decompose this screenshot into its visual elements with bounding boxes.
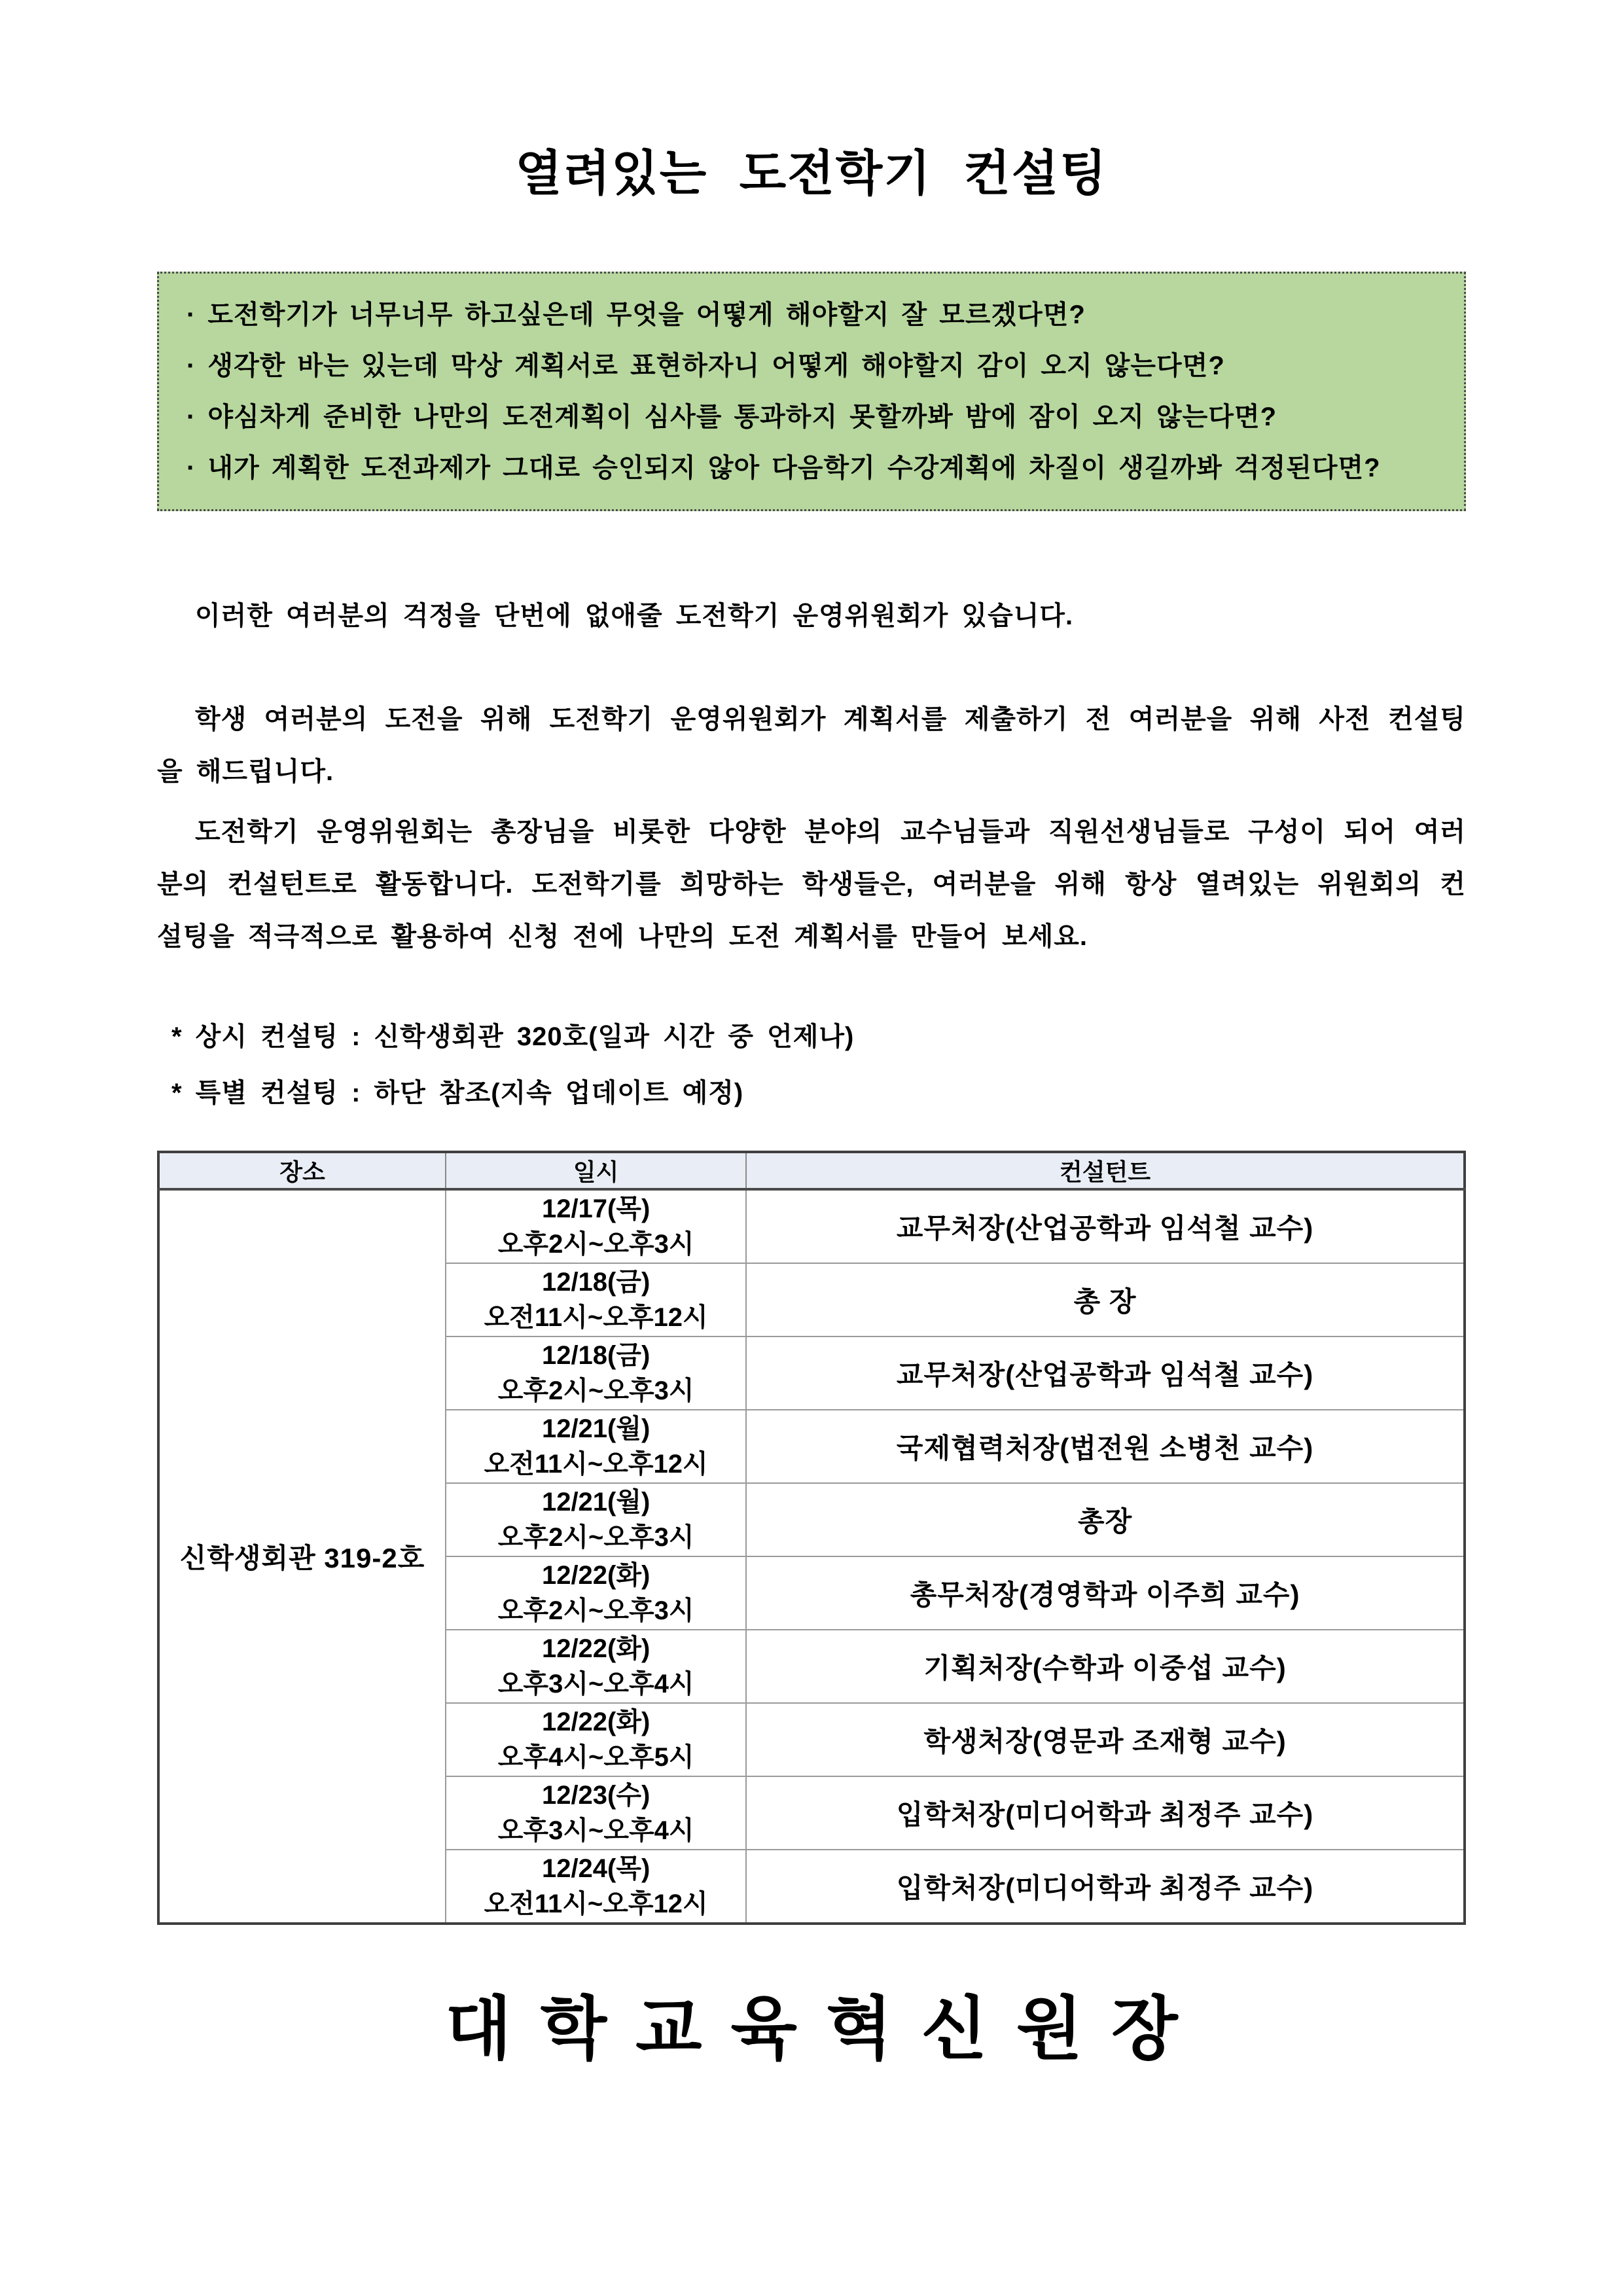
datetime-cell	[446, 1630, 746, 1703]
column-header-consultant: 컨설턴트	[746, 1152, 1465, 1189]
time-text: 오후2시~오후3시	[497, 1523, 694, 1552]
page-title: 열려있는 도전학기 컨설팅	[515, 146, 1108, 200]
datetime-cell	[446, 1483, 746, 1556]
text-line: 이러한 여러분의 걱정을 단번에 없애줄 도전학기 운영위원회가 있습니다.	[195, 601, 1074, 630]
consultant-cell: 교무처장(산업공학과 임석철 교수)	[746, 1336, 1465, 1410]
date-text: 12/18(금)	[541, 1341, 651, 1370]
text-line: · 야심차게 준비한 나만의 도전계획이 심사를 통과하지 못할까봐 밤에 잠이 오지 않는다면?	[187, 403, 1277, 431]
consulting-notes	[157, 1009, 1466, 1121]
date-text: 12/21(월)	[541, 1414, 651, 1443]
time-text: 오후2시~오후3시	[497, 1376, 694, 1405]
datetime-cell	[446, 1556, 746, 1630]
date-text: 12/24(목)	[541, 1854, 651, 1883]
time-text: 오후4시~오후5시	[497, 1743, 694, 1772]
text-line: * 상시 컨설팅 : 신학생회관 320호(일과 시간 중 언제나)	[171, 1022, 855, 1051]
table-header-row	[158, 1152, 1465, 1189]
date-text: 12/22(화)	[541, 1634, 651, 1663]
text-line: · 도전학기가 너무너무 하고싶은데 무엇을 어떻게 해야할지 잘 모르겠다면?	[187, 300, 1086, 329]
consultant-cell: 교무처장(산업공학과 임석철 교수)	[746, 1189, 1465, 1263]
time-text: 오후3시~오후4시	[497, 1670, 694, 1698]
column-header-location: 장소	[158, 1152, 446, 1189]
consultant-cell: 학생처장(영문과 조재형 교수)	[746, 1703, 1465, 1776]
date-text: 12/22(화)	[541, 1561, 651, 1590]
datetime-cell	[446, 1410, 746, 1483]
datetime-cell	[446, 1703, 746, 1776]
text-line: · 내가 계획한 도전과제가 그대로 승인되지 않아 다음학기 수강계획에 차질이 생길까봐 걱정된다면?	[187, 454, 1381, 482]
datetime-cell	[446, 1776, 746, 1850]
text-line: 설팅을 적극적으로 활용하여 신청 전에 나만의 도전 계획서를 만들어 보세요.	[157, 922, 1088, 951]
date-text: 12/23(수)	[541, 1781, 651, 1810]
consulting-schedule-table	[157, 1151, 1466, 1925]
datetime-cell	[446, 1336, 746, 1410]
consultant-cell: 기획처장(수학과 이중섭 교수)	[746, 1630, 1465, 1703]
time-text: 오후2시~오후3시	[497, 1596, 694, 1625]
time-text: 오후2시~오후3시	[497, 1230, 694, 1259]
paragraph-consulting-offer	[157, 693, 1466, 798]
time-text: 오후3시~오후4시	[497, 1816, 694, 1845]
consultant-cell: 입학처장(미디어학과 최정주 교수)	[746, 1776, 1465, 1850]
text-line: · 생각한 바는 있는데 막상 계획서로 표현하자니 어떻게 해야할지 감이 오지 않는다면?	[187, 351, 1225, 380]
datetime-cell	[446, 1850, 746, 1924]
consultant-cell: 총 장	[746, 1263, 1465, 1336]
date-text: 12/21(월)	[541, 1488, 651, 1516]
text-line: 학생 여러분의 도전을 위해 도전학기 운영위원회가 계획서를 제출하기 전 여러분을 위해 사전 컨설팅	[195, 705, 1466, 734]
date-text: 12/22(화)	[541, 1708, 651, 1736]
consultant-cell: 국제협력처장(법전원 소병천 교수)	[746, 1410, 1465, 1483]
highlight-box	[157, 272, 1466, 511]
time-text: 오전11시~오후12시	[484, 1303, 708, 1332]
consultant-cell: 총무처장(경영학과 이주희 교수)	[746, 1556, 1465, 1630]
location-cell: 신학생회관 319-2호	[158, 1189, 446, 1924]
datetime-cell	[446, 1263, 746, 1336]
consultant-cell: 총장	[746, 1483, 1465, 1556]
paragraph-intro	[157, 590, 1466, 642]
datetime-cell	[446, 1189, 746, 1263]
time-text: 오전11시~오후12시	[484, 1450, 708, 1479]
consultant-cell: 입학처장(미디어학과 최정주 교수)	[746, 1850, 1465, 1924]
text-line: 을 해드립니다.	[157, 757, 334, 786]
signature-line: 대학교육혁신원장	[445, 1991, 1207, 2068]
time-text: 오전11시~오후12시	[484, 1890, 708, 1918]
text-line: * 특별 컨설팅 : 하단 참조(지속 업데이트 예정)	[171, 1079, 744, 1107]
column-header-datetime: 일시	[446, 1152, 746, 1189]
date-text: 12/17(목)	[541, 1194, 651, 1223]
text-line: 분의 컨설턴트로 활동합니다. 도전학기를 희망하는 학생들은, 여러분을 위해 항상 열려있는 위원회의 컨	[157, 870, 1466, 899]
paragraph-committee-description	[157, 806, 1466, 963]
text-line: 도전학기 운영위원회는 총장님을 비롯한 다양한 분야의 교수님들과 직원선생님들로 구성이 되어 여러	[195, 817, 1466, 846]
date-text: 12/18(금)	[541, 1268, 651, 1297]
table-row	[158, 1189, 1465, 1263]
